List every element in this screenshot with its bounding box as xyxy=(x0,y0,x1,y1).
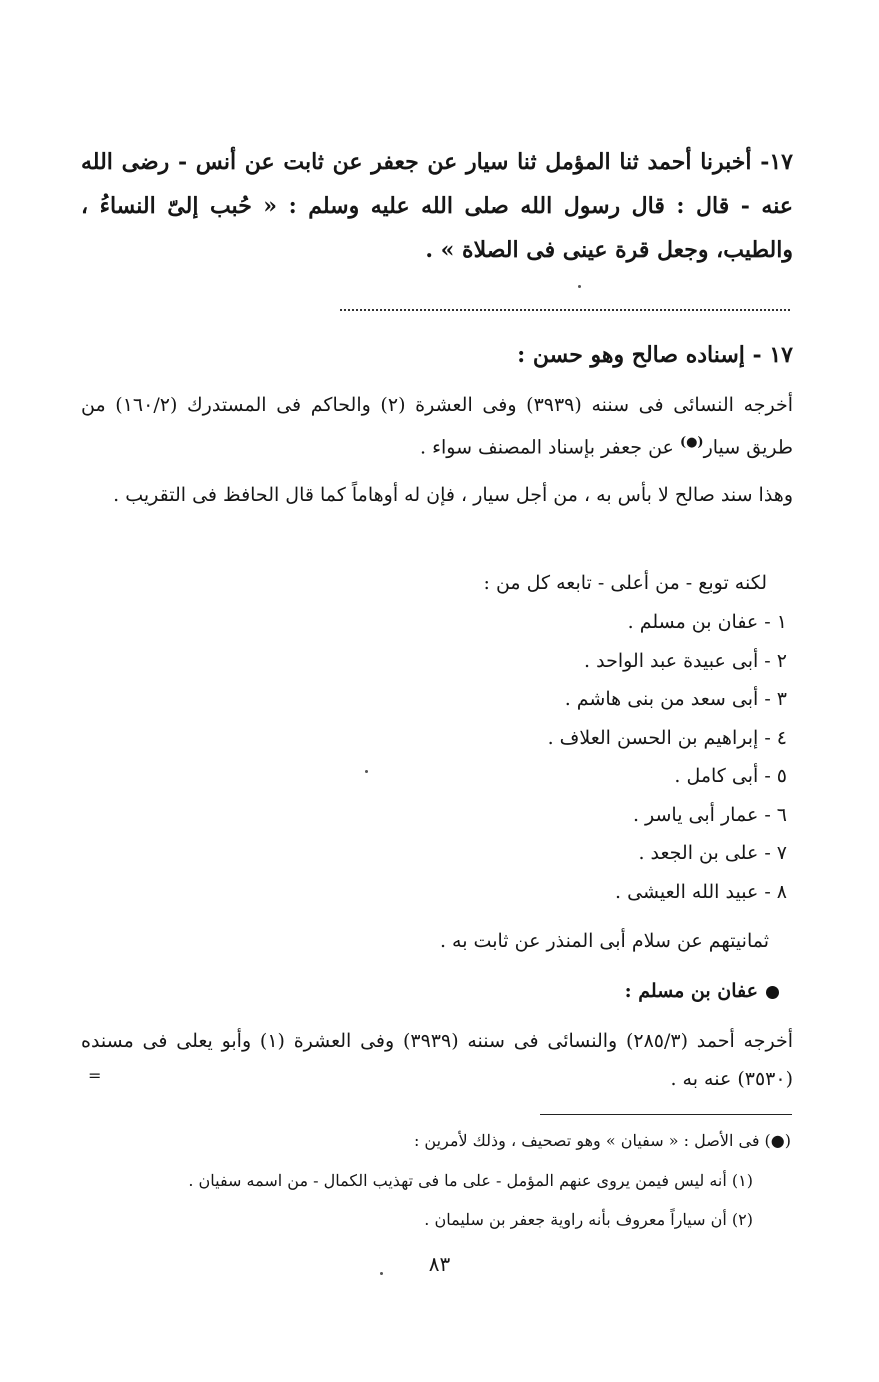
bullet-heading-text: عفان بن مسلم : xyxy=(624,980,758,1002)
takhrij-text-end: عن جعفر بإسناد المصنف سواء . xyxy=(419,436,680,459)
followers-summary: ثمانيتهم عن سلام أبى المنذر عن ثابت به . xyxy=(439,930,769,952)
footnote-marker: (●) xyxy=(679,435,704,450)
bullet-heading xyxy=(625,972,779,1010)
isnad-assessment-paragraph: وهذا سند صالح لا بأس به ، من أجل سيار ، فإن له أوهاماً كما قال الحافظ فى التقريب . xyxy=(113,484,793,506)
list-item: ٧ - على بن الجعد . xyxy=(638,842,787,864)
scan-speck xyxy=(380,1272,383,1275)
bullet-icon xyxy=(766,986,779,999)
page-number: ٨٣ xyxy=(428,1252,451,1276)
followers-list xyxy=(548,603,787,911)
footnote-1: (●) فى الأصل : « سفيان » وهو تصحيف ، وذلك لأمرين : xyxy=(413,1131,791,1150)
footnote-1-reason-1: (١) أنه ليس فيمن يروى عنهم المؤمل - على ما فى تهذيب الكمال - من اسمه سفيان . xyxy=(188,1171,753,1190)
margin-mark: = xyxy=(88,1066,102,1085)
commentary-heading: ١٧ - إسناده صالح وهو حسن : xyxy=(517,342,793,368)
scan-speck xyxy=(365,770,368,773)
footnote-rule xyxy=(540,1114,792,1115)
takhrij-text-start: أخرجه النسائى فى سننه (٣٩٣٩) وفى العشرة (٢) والحاكم فى المستدرك (١٦٠/٢) من طريق سيار xyxy=(81,394,794,459)
list-item: ٣ - أبى سعد من بنى هاشم . xyxy=(564,688,787,710)
list-item: ١ - عفان بن مسلم . xyxy=(627,611,787,633)
list-item: ٦ - عمار أبى ياسر . xyxy=(632,803,787,826)
followers-intro: لكنه توبع - من أعلى - تابعه كل من : xyxy=(483,572,767,594)
list-item: ٤ - إبراهيم بن الحسن العلاف . xyxy=(547,726,787,749)
list-item: ٥ - أبى كامل . xyxy=(674,765,787,787)
hadith-text: ١٧- أخبرنا أحمد ثنا المؤمل ثنا سيار عن جعفر عن ثابت عن أنس - رضى الله عنه - قال : قال رسول الله صلى الله عليه وسلم : « حُبب إلىّ النساءُ ، والطيب، وجعل قرة عينى فى الصلاة » . xyxy=(81,149,793,263)
scan-speck xyxy=(578,285,581,288)
footnote-1-reason-2: (٢) أن سياراً معروف بأنه راوية جعفر بن سليمان . xyxy=(424,1210,753,1229)
affan-takhrij-paragraph: أخرجه أحمد (٢٨٥/٣) والنسائى فى سننه (٣٩٣٩) وفى العشرة (١) وأبو يعلى فى مسنده (٣٥٣٠) عنه به . xyxy=(81,1030,793,1090)
dotted-separator xyxy=(340,309,790,311)
list-item: ٨ - عبيد الله العيشى . xyxy=(615,880,787,903)
takhrij-paragraph xyxy=(81,386,793,466)
list-item: ٢ - أبى عبيدة عبد الواحد . xyxy=(584,649,787,672)
